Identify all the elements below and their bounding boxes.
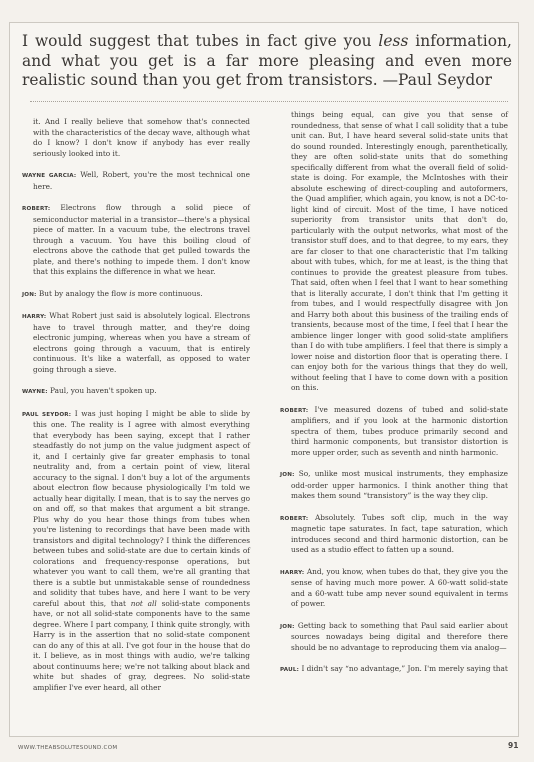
paragraph — [280, 567, 508, 610]
speaker-label: JON: — [22, 291, 37, 298]
paragraph — [280, 110, 508, 394]
footer-url: WWW.THEABSOLUTESOUND.COM — [18, 745, 118, 751]
paragraph-emphasis: is — [129, 288, 136, 298]
paragraph-text: And, you know, when tubes do that, they give you the sense of having much more power. A 60-watt solid-state and a 60-watt tube amp never sound equivalent in terms of power. — [291, 566, 508, 608]
speaker-label: PAUL: — [280, 667, 300, 673]
paragraph — [280, 621, 508, 654]
paragraph-text: it. And I really believe that somehow that's connected with the characteristics of the decay wave, although what do I know? I don't know if anybody has ever really seriously looked into it. — [33, 117, 250, 158]
pull-quote-emphasis: less — [378, 32, 409, 50]
right-column — [280, 110, 508, 687]
paragraph — [22, 203, 250, 278]
speaker-label: HARRY: — [22, 314, 47, 320]
speaker-label: ROBERT: — [22, 206, 51, 212]
paragraph — [280, 513, 508, 556]
speaker-label: ROBERT: — [280, 515, 309, 522]
paragraph-text: What Robert just said is absolutely logical. Electrons have to travel through matter, and they're doing electronic jumping, whereas when you have a stream of electrons going through a vacuum, that is entirely continuous. It's like a waterfall, as opposed to water going through a sieve. — [33, 311, 250, 374]
pull-quote-text: I would suggest that tubes in fact give you — [22, 32, 379, 50]
paragraph — [280, 405, 508, 459]
paragraph-text: things being equal, can give you that sense of roundedness, that sense of what I call solidity that a tube unit can. But, I have heard several solid-state units that do sound rounded. Interestingly enough, parenthetically, they are often solid-state units that do something specifically different from what the overall field of solid-state is doing. For example, the McIntoshes with their absolute eschewing of direct-coupling and autoformers, the Quad amplifier, which again, you know, is not a DC-to-light kind of circuit. Most of the time, I have noticed superiority from transistor units that don't do, particularly with the output networks, what most of the transistor stuff does, and to that degree, to my ears, they are far closer to that one characteristic that I'm talking about with tubes, which, for me at least, is the thing that continues to provide the greatest pleasure from tubes. That said, often when I feel that I want to hear something that is literally accurate, I don't think that I'm getting it from tubes, and I would respectfully disagree with Jon and Harry both about this business of the trailing ends of transients, because most of the time, I feel that I hear the ambience linger longer with good solid-state amplifiers than I do with tube amplifiers. I feel that there is simply a lower noise and distortion floor that is operating there. I can enjoy both for the various things that they do well, without feeling that I have to come down with a position on this. — [291, 110, 508, 392]
paragraph-text-end: solid-state components have, or not all solid-state components have to the same degree. Where I part company, I think quite strongly, with Harry is in the assertion that no solid-state component can do any of this at all. I've got four in the house that do it. I believe, as in most things with audio, we're talking about continuums here; we're not talking about black and white but shades of gray, degrees. No solid-state amplifier I've ever heard, all other — [33, 598, 250, 692]
speaker-label: WAYNE GARCIA: — [22, 173, 77, 179]
paragraph — [22, 289, 250, 301]
paragraph-text: Paul, you haven't spoken up. — [50, 386, 157, 395]
paragraph-text: I was just hoping I might be able to slide by this one. The reality is I agree with almost everything that everybody has been saying, except that I rather steadfastly do not jump on the value judgment aspect of it, and I certainly give far greater emphasis to tonal neutrality and, from a certain point of view, literal accuracy to the signal. I don't buy a lot of the arguments about electron flow because physiologically I'm told we actually hear digitally. I mean, that is to say the nerves go on and off, so that makes that argument a bit strange. Plus why do you hear those things from tubes when you're listening to recordings that have been made with transistors and digital technology? I think the differences between tubes and solid-state are due to certain kinds of colorations and frequency-response operations, but whatever you want to call them, we're all granting that there is a subtle but unmistakable sense of roundedness and solidity that tubes have, and here I want to be very careful about this, that — [33, 408, 251, 608]
page-number: 91 — [508, 741, 519, 750]
speaker-label: JON: — [280, 472, 295, 478]
paragraph-emphasis: not all — [130, 598, 157, 608]
speaker-label: WAYNE: — [22, 389, 48, 395]
paragraph-text: Getting back to something that Paul said earlier about sources nowadays being digital and therefore there should be no advantage to reproducing them via analog— — [291, 620, 508, 652]
speaker-label: HARRY: — [280, 569, 305, 576]
paragraph — [22, 409, 250, 694]
paragraph-text: Absolutely. Tubes soft clip, much in the way magnetic tape saturates. In fact, tape saturation, which introduces second and third harmonic distortion, can be used as a studio effect to fatten up a sound. — [291, 512, 508, 554]
paragraph — [22, 311, 250, 375]
paragraph-text: Well, Robert, you're the most technical one here. — [33, 170, 250, 191]
paragraph-text: I didn't say “no advantage,” Jon. I'm merely saying that — [301, 664, 508, 673]
paragraph — [22, 117, 250, 159]
paragraph — [22, 170, 250, 192]
divider-rule — [30, 101, 508, 102]
paragraph-text-end: more continuous. — [135, 288, 203, 298]
paragraph-text: Electrons flow through a solid piece of semiconductor material in a transistor—there's a physical piece of matter. In a vacuum tube, the electrons travel through a vacuum. You have this boiling cloud of electrons above the cathode that get pulled towards the plate, and there's nothing to impede them. I don't know that this explains the difference in what we hear. — [33, 203, 250, 276]
left-column — [22, 117, 250, 704]
speaker-label: JON: — [280, 623, 295, 630]
speaker-label: PAUL SEYDOR: — [22, 411, 72, 418]
pull-quote — [22, 32, 512, 91]
paragraph — [280, 664, 508, 676]
paragraph — [22, 386, 250, 398]
paragraph-text: So, unlike most musical instruments, they emphasize odd-order upper harmonics. I think another thing that makes them sound “transistory” is the way they clip. — [291, 469, 508, 500]
paragraph-text: I've measured dozens of tubed and solid-state amplifiers, and if you look at the harmonic distortion spectra of them, tubes produce primarily second and third harmonic components, but transistor distortion is more upper order, such as seventh and ninth harmonic. — [291, 404, 509, 457]
paragraph — [280, 469, 508, 502]
pull-quote-text-end: information, and what you get is a far more pleasing and even more realistic sound than you get from transistors. —Paul Seydor — [22, 32, 512, 89]
speaker-label: ROBERT: — [280, 407, 309, 414]
paragraph-text: But by analogy the flow — [38, 288, 130, 298]
